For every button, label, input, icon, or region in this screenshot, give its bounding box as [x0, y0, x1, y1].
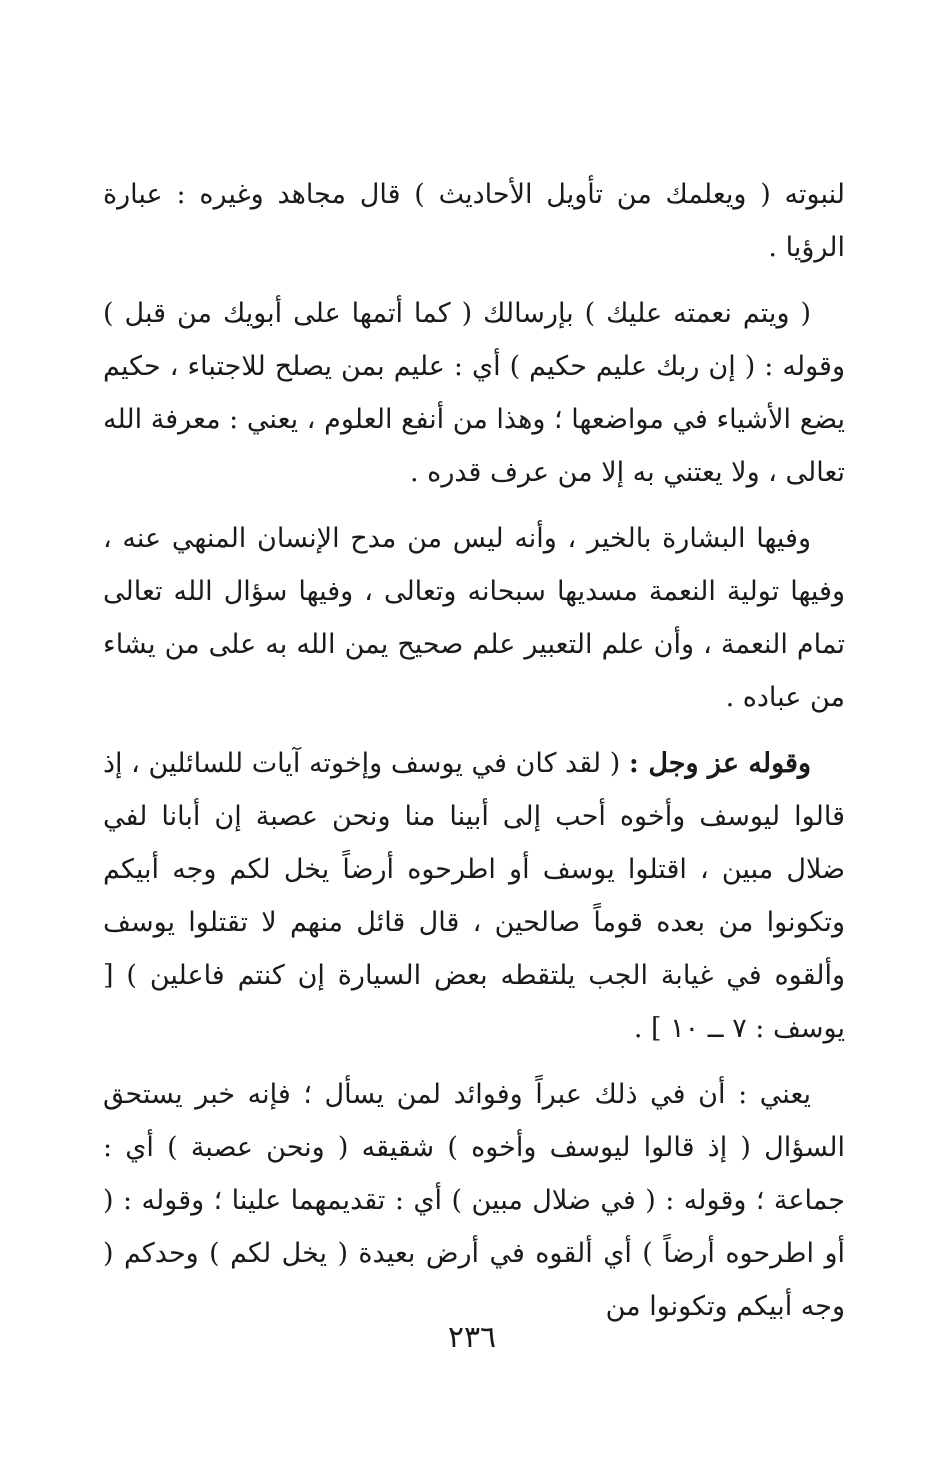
page-body: [103, 168, 845, 1333]
paragraph-text: لنبوته ( ويعلمك من تأويل الأحاديث ) قال مجاهد وغيره : عبارة الرؤيا .: [103, 179, 845, 263]
page-number: ٢٣٦: [447, 1320, 497, 1355]
paragraph-al-bishara: [103, 512, 845, 724]
paragraph-text: يعني : أن في ذلك عبراً وفوائد لمن يسأل ؛ فإنه خبر يستحق السؤال ( إذ قالوا ليوسف وأخوه ) شقيقه ( ونحن عصبة ) أي : جماعة ؛ وقوله : ( في ضلال مبين ) أي : تقديمهما علينا ؛ وقوله : ( أو اطرحوه أرضاً ) أي ألقوه في أرض بعيدة ( يخل لكم ) وحدكم ( وجه أبيكم وتكونوا من: [103, 1079, 845, 1322]
paragraph-tafsir: [103, 1068, 845, 1333]
paragraph-quran-verse: [103, 737, 845, 1055]
paragraph-text: وفيها البشارة بالخير ، وأنه ليس من مدح الإنسان المنهي عنه ، وفيها تولية النعمة مسديها سبحانه وتعالى ، وفيها سؤال الله تعالى تمام النعمة ، وأن علم التعبير علم صحيح يمن الله به على من يشاء من عباده .: [103, 523, 845, 713]
paragraph-tawil-al-ahadith: [103, 168, 845, 274]
paragraph-text: ( ويتم نعمته عليك ) بإرسالك ( كما أتمها على أبويك من قبل ) وقوله : ( إن ربك عليم حكيم ) أي : عليم بمن يصلح للاجتباء ، حكيم يضع الأشياء في مواضعها ؛ وهذا من أنفع العلوم ، يعني : معرفة الله تعالى ، ولا يعتني به إلا من عرف قدره .: [103, 298, 845, 488]
paragraph-text: ( لقد كان في يوسف وإخوته آيات للسائلين ، إذ قالوا ليوسف وأخوه أحب إلى أبينا منا ونحن عصبة إن أبانا لفي ضلال مبين ، اقتلوا يوسف أو اطرحوه أرضاً يخل لكم وجه أبيكم وتكونوا من بعده قوماً صالحين ، قال قائل منهم لا تقتلوا يوسف وألقوه في غيابة الجب يلتقطه بعض السيارة إن كنتم فاعلين ) [ يوسف : ٧ ــ ١٠ ] .: [103, 748, 845, 1044]
verse-lead-bold: وقوله عز وجل :: [628, 748, 811, 779]
paragraph-itmam-al-nima: [103, 287, 845, 499]
